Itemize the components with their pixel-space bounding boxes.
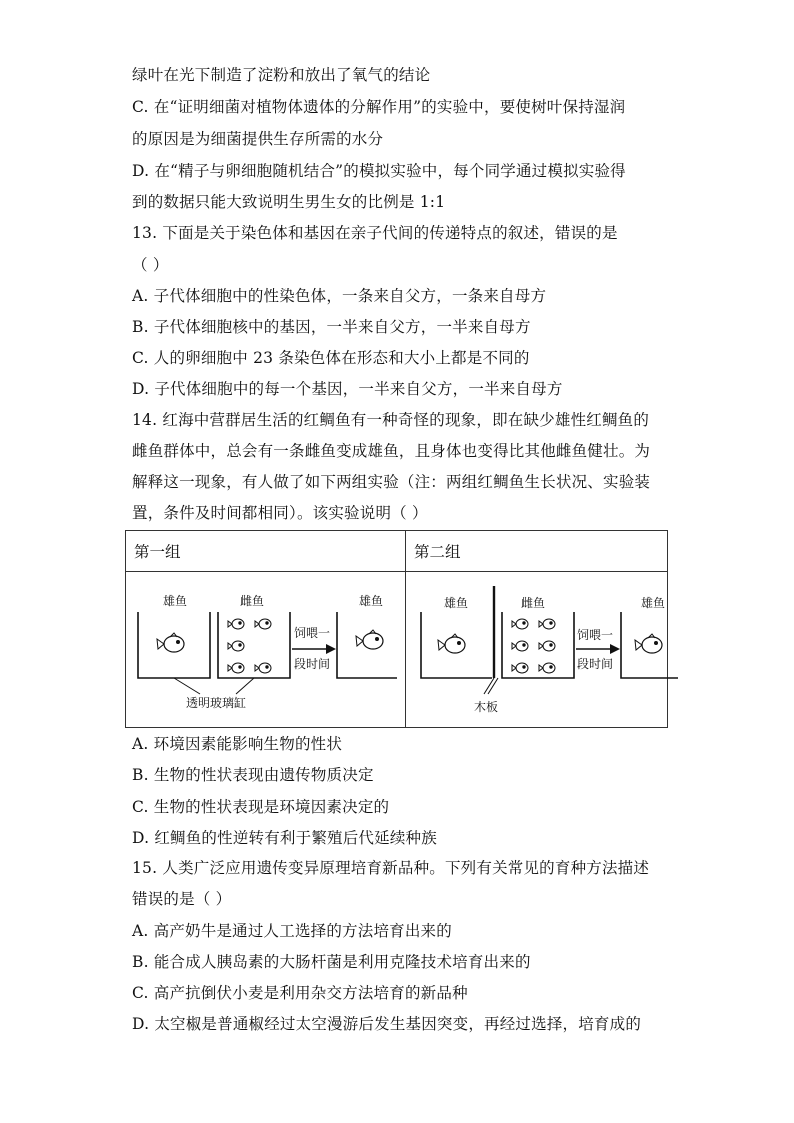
male-fish-icon: [635, 634, 662, 653]
option-c: C. 生物的性状表现是环境因素决定的: [132, 798, 390, 816]
label-arrow-top: 饲喂一: [577, 628, 614, 642]
option-a: A. 子代体细胞中的性染色体，一条来自父方，一条来自母方: [132, 287, 547, 305]
question-13: 13. 下面是关于染色体和基因在亲子代间的传递特点的叙述，错误的是: [132, 224, 618, 242]
label-male-left: 雄鱼: [444, 596, 469, 610]
group1-figure: [126, 572, 406, 728]
option-a: A. 高产奶牛是通过人工选择的方法培育出来的: [132, 922, 452, 940]
female-fish-icon: [512, 619, 555, 673]
text-line: 错误的是（ ）: [132, 890, 232, 908]
option-b: B. 生物的性状表现由遗传物质决定: [132, 766, 374, 784]
option-c: C. 高产抗倒伏小麦是利用杂交方法培育的新品种: [132, 984, 468, 1002]
group1-header: 第一组: [126, 531, 406, 572]
text-line: 解释这一现象，有人做了如下两组实验（注：两组红鲷鱼生长状况、实验装: [132, 473, 651, 491]
option-c: C. 人的卵细胞中 23 条染色体在形态和大小上都是不同的: [132, 349, 530, 367]
label-male-left: 雄鱼: [163, 594, 188, 608]
label-arrow-bottom: 段时间: [294, 657, 331, 671]
text-line: 的原因是为细菌提供生存所需的水分: [132, 130, 384, 148]
answer-bracket: （ ）: [132, 256, 169, 274]
label-arrow-top: 饲喂一: [294, 626, 331, 640]
label-male-right: 雄鱼: [359, 594, 384, 608]
label-glass-tank: 透明玻璃缸: [186, 696, 247, 710]
text-line: 雌鱼群体中，总会有一条雌鱼变成雄鱼，且身体也变得比其他雌鱼健壮。为: [132, 442, 651, 460]
experiment-table: [125, 530, 668, 728]
option-d: D. 太空椒是普通椒经过太空漫游后发生基因突变，再经过选择，培育成的: [132, 1015, 642, 1033]
option-d: D. 在“精子与卵细胞随机结合”的模拟实验中，每个同学通过模拟实验得: [132, 162, 626, 180]
label-female: 雌鱼: [521, 596, 546, 610]
text-line: 到的数据只能大致说明生男生女的比例是 1:1: [132, 193, 446, 211]
text-line: 绿叶在光下制造了淀粉和放出了氧气的结论: [132, 66, 431, 84]
question-15: 15. 人类广泛应用遗传变异原理培育新品种。下列有关常见的育种方法描述: [132, 859, 650, 877]
label-arrow-bottom: 段时间: [577, 657, 614, 671]
label-male-right: 雄鱼: [641, 596, 666, 610]
male-fish-icon: [157, 633, 184, 652]
male-fish-icon: [356, 630, 383, 649]
group2-figure: [406, 572, 668, 728]
group2-header: 第二组: [406, 531, 668, 572]
question-14: 14. 红海中营群居生活的红鲷鱼有一种奇怪的现象，即在缺少雄性红鲷鱼的: [132, 411, 650, 429]
option-d: D. 红鲷鱼的性逆转有利于繁殖后代延续种族: [132, 829, 437, 847]
option-a: A. 环境因素能影响生物的性状: [132, 735, 343, 753]
male-fish-icon: [438, 634, 465, 653]
label-wooden-board: 木板: [474, 700, 499, 714]
text-line: 置，条件及时间都相同）。该实验说明（ ）: [132, 504, 428, 522]
female-fish-icon: [228, 619, 271, 673]
option-b: B. 能合成人胰岛素的大肠杆菌是利用克隆技术培育出来的: [132, 953, 531, 971]
option-d: D. 子代体细胞中的每一个基因，一半来自父方，一半来自母方: [132, 380, 563, 398]
option-b: B. 子代体细胞核中的基因，一半来自父方，一半来自母方: [132, 318, 531, 336]
label-female: 雌鱼: [240, 594, 265, 608]
option-c: C. 在“证明细菌对植物体遗体的分解作用”的实验中，要使树叶保持湿润: [132, 98, 626, 116]
